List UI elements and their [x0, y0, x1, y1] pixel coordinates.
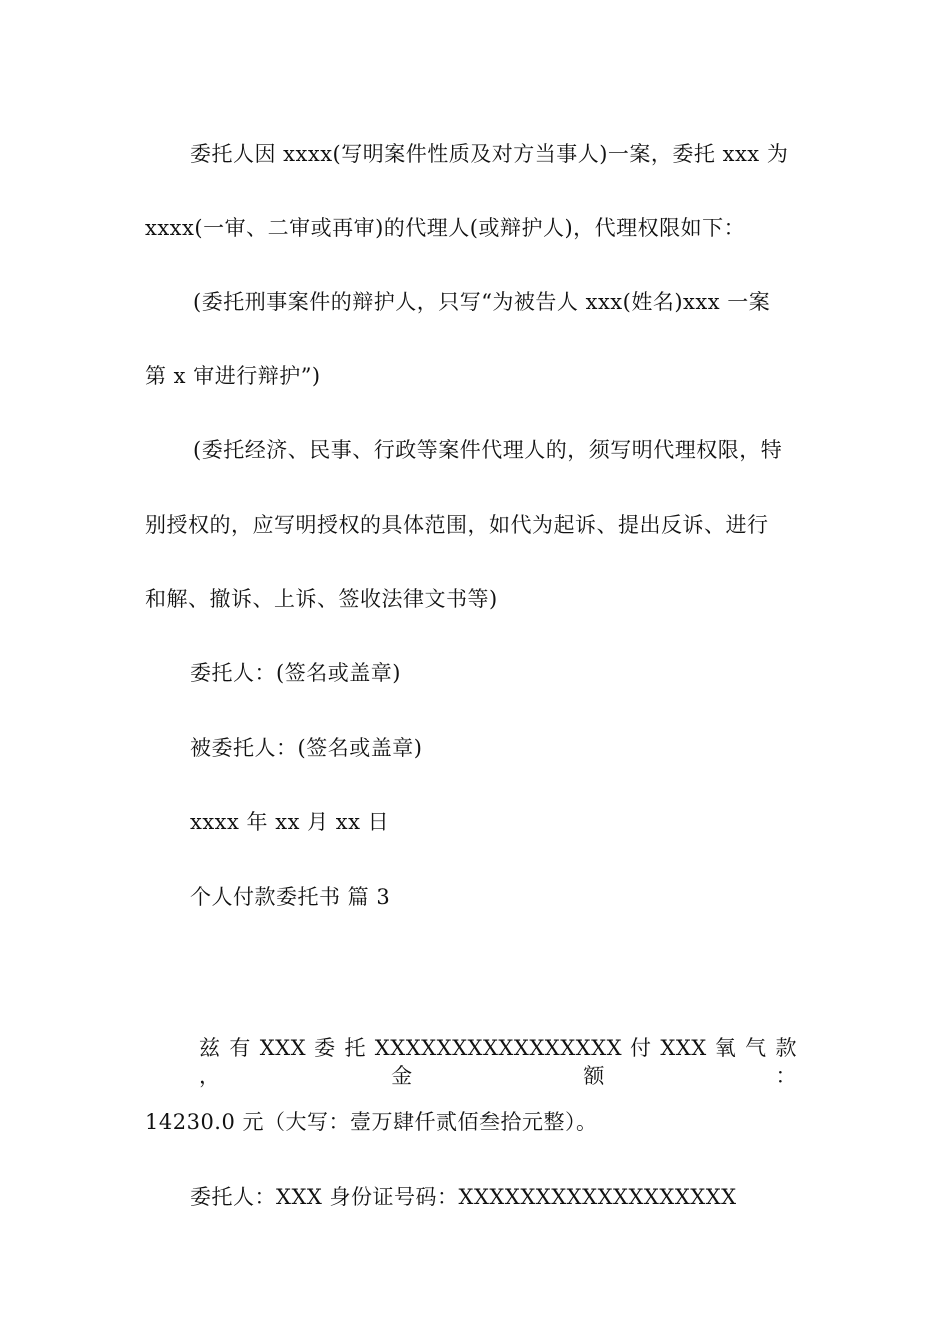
paragraph-line: 委托人因 xxxx(写明案件性质及对方当事人)一案，委托 xxx 为: [190, 142, 789, 166]
paragraph-line: (委托经济、民事、行政等案件代理人的，须写明代理权限，特: [193, 438, 783, 462]
paragraph-line: 14230.0 元（大写：壹万肆仟贰佰叁拾元整）。: [145, 1110, 598, 1134]
signature-line-agent: 被委托人：(签名或盖章): [190, 736, 423, 760]
paragraph-line: 和解、撤诉、上诉、签收法律文书等): [145, 587, 498, 611]
signature-line-principal: 委托人：(签名或盖章): [190, 661, 401, 685]
section-heading: 个人付款委托书 篇 3: [190, 885, 391, 909]
paragraph-line: (委托刑事案件的辩护人，只写“为被告人 xxx(姓名)xxx 一案: [193, 290, 771, 314]
paragraph-line: xxxx(一审、二审或再审)的代理人(或辩护人)，代理权限如下：: [145, 216, 746, 240]
paragraph-line: 别授权的，应写明授权的具体范围，如代为起诉、提出反诉、进行: [145, 513, 769, 537]
paragraph-line: 兹 有 XXX 委 托 XXXXXXXXXXXXXXXX 付 XXX 氧 气 款 ， 金 额 ：: [199, 1036, 797, 1088]
paragraph-line: 第 x 审进行辩护”): [145, 364, 321, 388]
date-line: xxxx 年 xx 月 xx 日: [190, 810, 390, 834]
principal-id-line: 委托人：XXX 身份证号码：XXXXXXXXXXXXXXXXXX: [190, 1185, 737, 1209]
